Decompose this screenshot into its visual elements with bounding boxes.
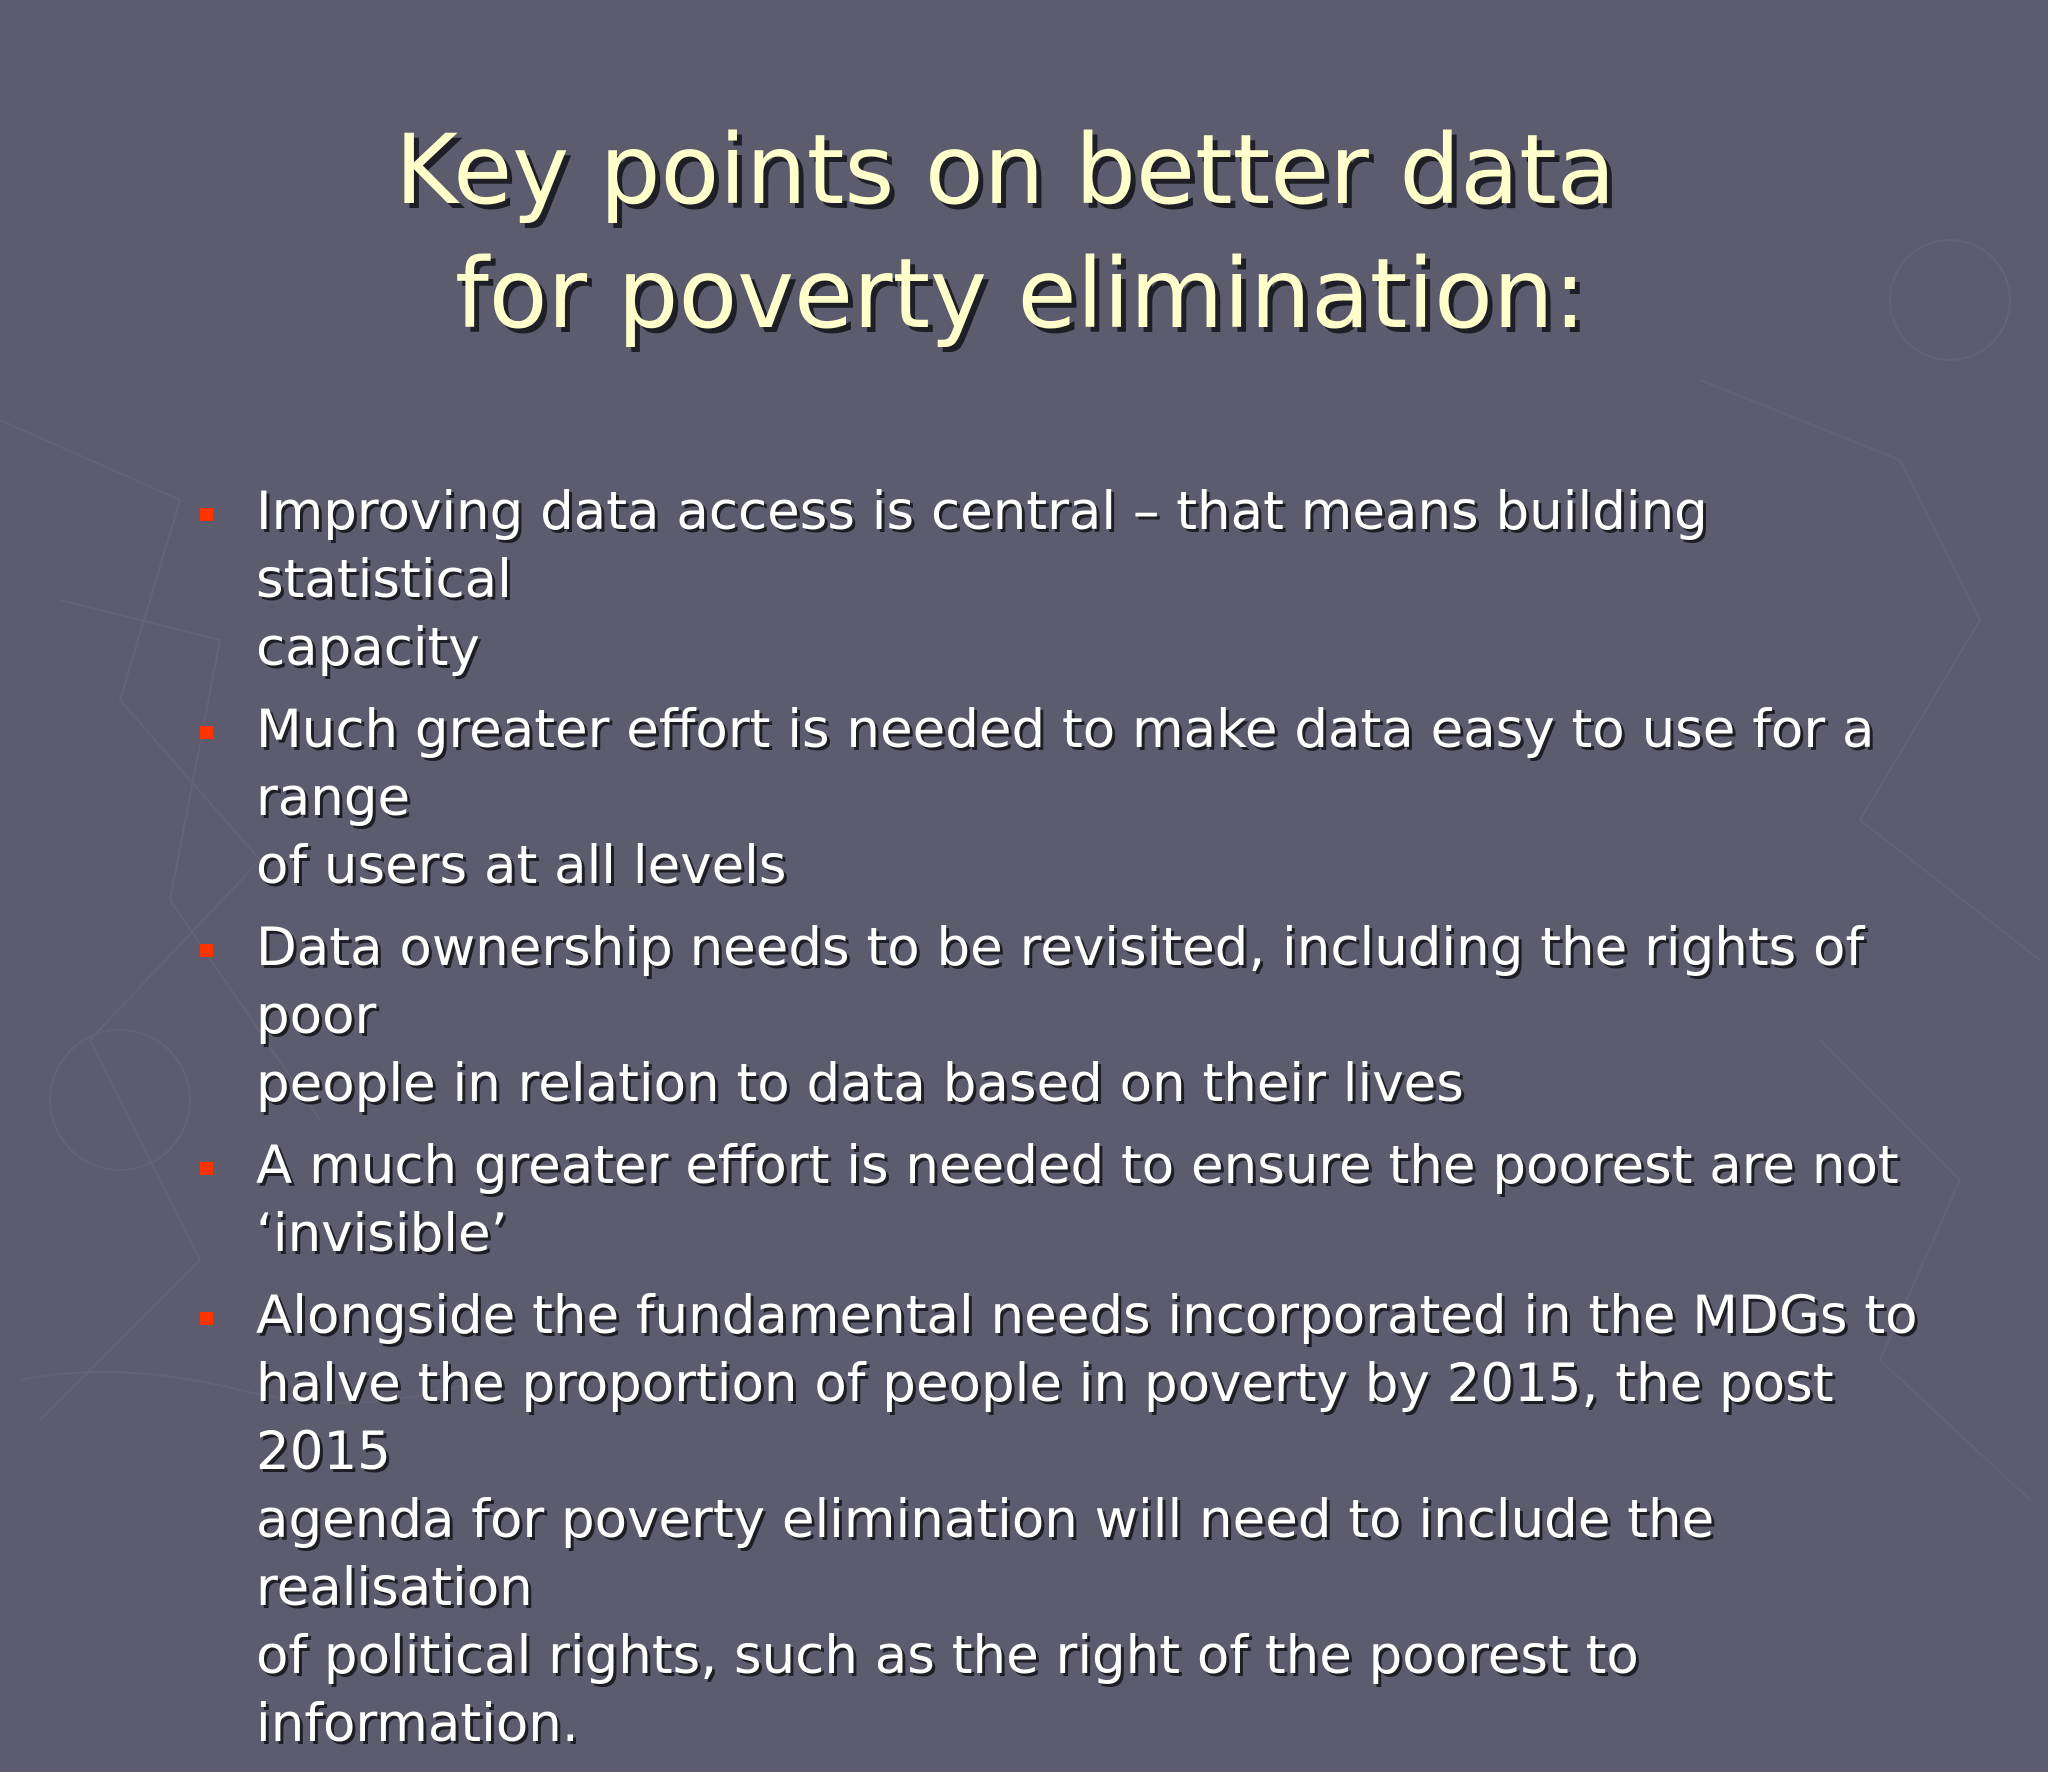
bullet-list: [188, 478, 1978, 1772]
bullet-item: [188, 1282, 1978, 1758]
bullet-item: [188, 696, 1978, 900]
bullet-text: Much greater effort is needed to make data easy to use for a range of users at all levels: [256, 699, 1875, 896]
slide-title: [300, 108, 1660, 356]
slide-title-line-1: Key points on better data: [395, 114, 1616, 226]
bullet-item: [188, 914, 1978, 1118]
red-square-bullet-icon: [200, 726, 213, 739]
bullet-item: [188, 478, 1978, 682]
slide-title-line-2: for poverty elimination:: [455, 238, 1586, 350]
bullet-item: [188, 1132, 1978, 1268]
bullet-text: Data ownership needs to be revisited, including the rights of poor people in relation to data based on their lives: [256, 917, 1865, 1114]
bullet-text: A much greater effort is needed to ensure the poorest are not ‘invisible’: [256, 1135, 1899, 1264]
red-square-bullet-icon: [200, 1312, 213, 1325]
red-square-bullet-icon: [200, 1162, 213, 1175]
red-square-bullet-icon: [200, 944, 213, 957]
bullet-text: Alongside the fundamental needs incorporated in the MDGs to halve the proportion of people in poverty by 2015, the post 2015 agenda for poverty elimination will need to include the realisation of political rights, such as the right of the poorest to information.: [256, 1285, 1918, 1754]
bullet-text: Improving data access is central – that means building statistical capacity: [256, 481, 1708, 678]
red-square-bullet-icon: [200, 508, 213, 521]
